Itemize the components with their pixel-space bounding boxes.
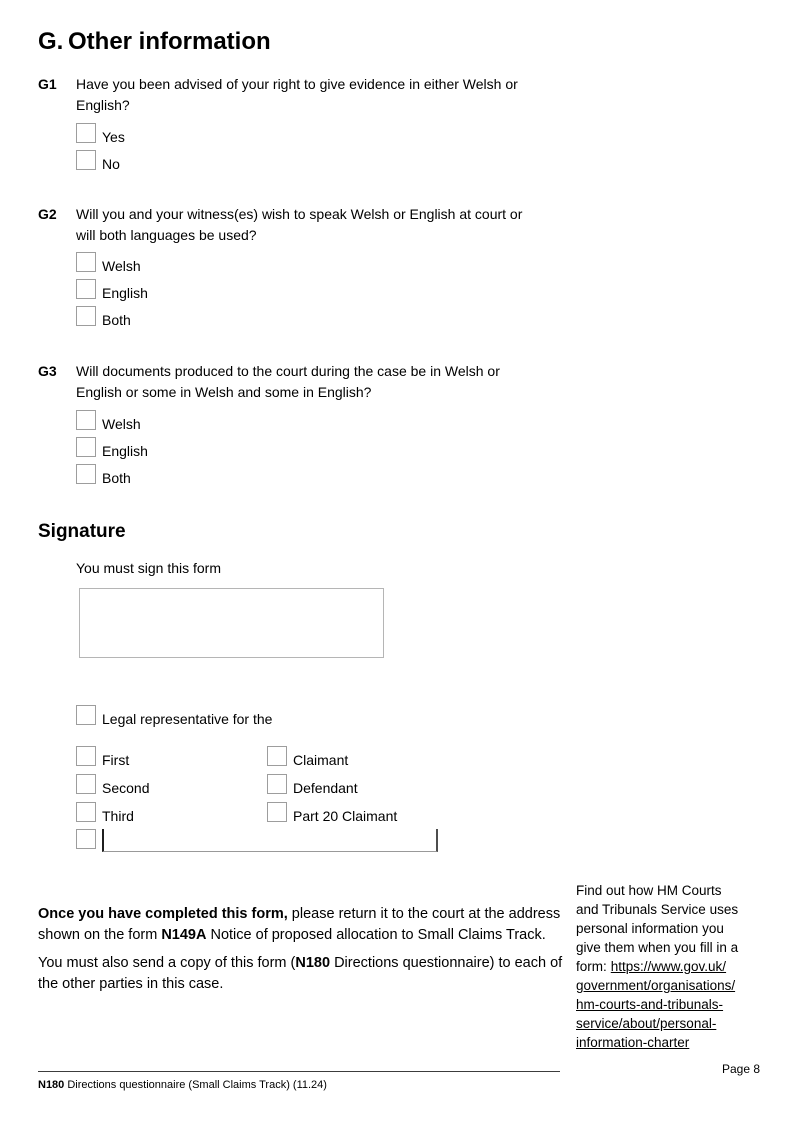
party-option-defendant — [267, 774, 397, 794]
completion-p2-end: Directions questionnaire) to each of the other parties in this case. — [38, 955, 563, 992]
completion-p1-bold: Once you have completed this form, — [38, 906, 288, 922]
g2-option-welsh — [76, 252, 148, 272]
third-checkbox[interactable] — [76, 802, 96, 822]
g1-yes-label: Yes — [102, 129, 125, 145]
completion-paragraph-1 — [38, 904, 564, 946]
g3-welsh-checkbox[interactable] — [76, 410, 96, 430]
question-g1-options — [76, 123, 125, 170]
g2-welsh-checkbox[interactable] — [76, 252, 96, 272]
claimant-label: Claimant — [293, 752, 349, 768]
first-checkbox[interactable] — [76, 746, 96, 766]
personal-information-note — [576, 881, 776, 1052]
part20-claimant-label: Part 20 Claimant — [293, 808, 398, 824]
party-option-part20-claimant — [267, 802, 397, 822]
legal-representative-checkbox[interactable] — [76, 705, 96, 725]
section-title: Other information — [68, 28, 271, 55]
g2-option-both — [76, 306, 148, 326]
question-g2-text: Will you and your witness(es) wish to speak Welsh or English at court or will both languages be used? — [76, 206, 523, 243]
completion-p1-end: Notice of proposed allocation to Small Claims Track. — [206, 927, 546, 943]
question-g1 — [38, 74, 534, 116]
ordinal-options — [76, 746, 149, 822]
claimant-checkbox[interactable] — [267, 746, 287, 766]
personal-information-charter-link[interactable]: https://www.gov.uk/ — [610, 959, 727, 974]
info-note-link-line — [576, 1033, 776, 1052]
footer-form-reference — [38, 1079, 327, 1091]
g3-welsh-label: Welsh — [102, 416, 141, 432]
info-note-line: Find out how HM Courts — [576, 883, 722, 898]
signature-heading: Signature — [38, 521, 126, 542]
footer-divider — [38, 1071, 560, 1072]
form-code-n180: N180 — [295, 955, 331, 971]
g1-option-no — [76, 150, 125, 170]
question-g2-id: G2 — [38, 206, 57, 222]
g3-both-label: Both — [102, 470, 131, 486]
question-g2 — [38, 204, 534, 246]
question-g2-options — [76, 252, 148, 326]
page-number: Page 8 — [722, 1062, 761, 1076]
ordinal-option-third — [76, 802, 149, 822]
completion-paragraph-2 — [38, 953, 564, 995]
personal-information-charter-link[interactable]: service/about/personal- — [576, 1016, 717, 1031]
g3-option-welsh — [76, 410, 148, 430]
other-party-input[interactable] — [102, 829, 438, 852]
footer-form-title: Directions questionnaire (Small Claims Track) (11.24) — [64, 1079, 327, 1091]
g3-option-english — [76, 437, 148, 457]
ordinal-option-second — [76, 774, 149, 794]
g3-both-checkbox[interactable] — [76, 464, 96, 484]
other-party-row — [76, 829, 438, 852]
question-g3 — [38, 361, 534, 403]
info-note-line: personal information you — [576, 921, 724, 936]
part20-claimant-checkbox[interactable] — [267, 802, 287, 822]
g1-option-yes — [76, 123, 125, 143]
defendant-label: Defendant — [293, 780, 358, 796]
info-note-link-line — [576, 976, 776, 995]
g2-both-checkbox[interactable] — [76, 306, 96, 326]
g3-option-both — [76, 464, 148, 484]
section-letter: G. — [38, 28, 64, 55]
section-heading — [38, 28, 271, 56]
question-g3-id: G3 — [38, 363, 57, 379]
g1-yes-checkbox[interactable] — [76, 123, 96, 143]
g1-no-checkbox[interactable] — [76, 150, 96, 170]
signature-instruction: You must sign this form — [76, 560, 221, 576]
legal-representative-option — [76, 705, 272, 725]
completion-p2-start: You must also send a copy of this form ( — [38, 955, 296, 971]
party-options — [267, 746, 397, 822]
form-code-n149a: N149A — [161, 927, 207, 943]
info-note-link-prefix: form: — [576, 959, 607, 974]
g1-no-label: No — [102, 156, 120, 172]
g2-english-label: English — [102, 285, 148, 301]
info-note-line: and Tribunals Service uses — [576, 902, 739, 917]
legal-representative-label: Legal representative for the — [102, 711, 273, 727]
completion-p1-mid: please return it to the court at the address shown on the form — [38, 906, 561, 943]
info-note-link-line — [576, 995, 776, 1014]
third-label: Third — [102, 808, 134, 824]
personal-information-charter-link[interactable]: government/organisations/ — [576, 978, 736, 993]
g2-welsh-label: Welsh — [102, 258, 141, 274]
first-label: First — [102, 752, 130, 768]
second-label: Second — [102, 780, 150, 796]
personal-information-charter-link[interactable]: information-charter — [576, 1035, 690, 1050]
personal-information-charter-link[interactable]: hm-courts-and-tribunals- — [576, 997, 724, 1012]
second-checkbox[interactable] — [76, 774, 96, 794]
info-note-line: give them when you fill in a — [576, 940, 739, 955]
info-note-link-line — [576, 957, 776, 976]
ordinal-option-first — [76, 746, 149, 766]
question-g3-options — [76, 410, 148, 484]
defendant-checkbox[interactable] — [267, 774, 287, 794]
question-g3-text: Will documents produced to the court during the case be in Welsh or English or some in Welsh and some in English? — [76, 363, 500, 400]
info-note-link-line — [576, 1014, 776, 1033]
g2-option-english — [76, 279, 148, 299]
party-option-claimant — [267, 746, 397, 766]
g3-english-checkbox[interactable] — [76, 437, 96, 457]
question-g1-id: G1 — [38, 76, 57, 92]
other-party-checkbox[interactable] — [76, 829, 96, 849]
signature-box[interactable] — [79, 588, 384, 658]
footer-form-code: N180 — [38, 1079, 65, 1091]
g3-english-label: English — [102, 443, 148, 459]
completion-note — [38, 904, 564, 1002]
question-g1-text: Have you been advised of your right to give evidence in either Welsh or English? — [76, 76, 518, 113]
g2-english-checkbox[interactable] — [76, 279, 96, 299]
g2-both-label: Both — [102, 312, 131, 328]
